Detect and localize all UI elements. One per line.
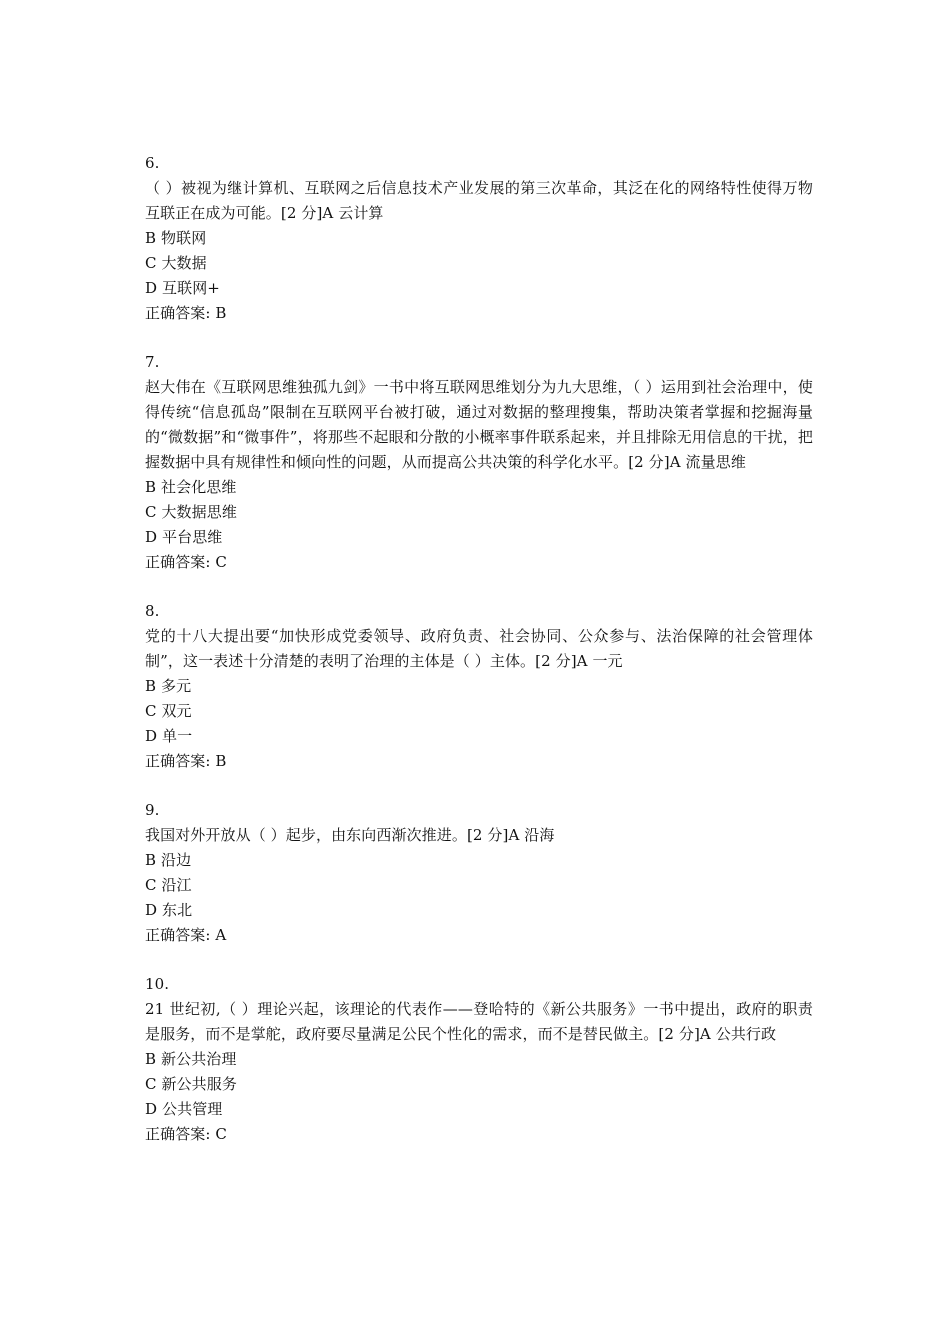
option-b: B 多元 bbox=[145, 677, 192, 695]
option-d: D 单一 bbox=[145, 727, 193, 745]
option-b: B 社会化思维 bbox=[145, 478, 237, 496]
question-number: 6. bbox=[145, 154, 160, 172]
question-stem: 21 世纪初,（ ）理论兴起，该理论的代表作——登哈特的《新公共服务》一书中提出，政府的职责是服务，而不是掌舵，政府要尽量满足公民个性化的需求，而不是替民做主。[2 分]A 公共行政 bbox=[145, 1000, 813, 1043]
option-b: B 沿边 bbox=[145, 851, 192, 869]
question-10 bbox=[145, 972, 813, 1147]
correct-answer: 正确答案: B bbox=[145, 752, 227, 770]
option-b: B 物联网 bbox=[145, 229, 207, 247]
question-number: 8. bbox=[145, 602, 160, 620]
question-6 bbox=[145, 151, 813, 326]
correct-answer: 正确答案: C bbox=[145, 1125, 227, 1143]
option-c: C 大数据思维 bbox=[145, 503, 237, 521]
question-number: 9. bbox=[145, 801, 160, 819]
question-stem: 党的十八大提出要“加快形成党委领导、政府负责、社会协同、公众参与、法治保障的社会管理体制”，这一表述十分清楚的表明了治理的主体是（ ）主体。[2 分]A 一元 bbox=[145, 627, 813, 670]
option-c: C 大数据 bbox=[145, 254, 207, 272]
option-d: D 公共管理 bbox=[145, 1100, 223, 1118]
correct-answer: 正确答案: A bbox=[145, 926, 227, 944]
question-8 bbox=[145, 599, 813, 774]
option-c: C 沿江 bbox=[145, 876, 192, 894]
question-7 bbox=[145, 350, 813, 575]
option-b: B 新公共治理 bbox=[145, 1050, 237, 1068]
question-9 bbox=[145, 798, 813, 948]
question-number: 10. bbox=[145, 975, 170, 993]
question-stem: 赵大伟在《互联网思维独孤九剑》一书中将互联网思维划分为九大思维，（ ）运用到社会治理中，使得传统“信息孤岛”限制在互联网平台被打破，通过对数据的整理搜集，帮助决策者掌握和挖掘海量的“微数据”和“微事件”，将那些不起眼和分散的小概率事件联系起来，并且排除无用信息的干扰，把握数据中具有规律性和倾向性的问题，从而提高公共决策的科学化水平。[2 分]A 流量思维 bbox=[145, 378, 813, 471]
question-number: 7. bbox=[145, 353, 160, 371]
option-d: D 东北 bbox=[145, 901, 193, 919]
option-c: C 新公共服务 bbox=[145, 1075, 237, 1093]
question-stem: 我国对外开放从（ ）起步，由东向西渐次推进。[2 分]A 沿海 bbox=[145, 826, 555, 844]
correct-answer: 正确答案: C bbox=[145, 553, 227, 571]
document-page bbox=[145, 151, 813, 1171]
option-c: C 双元 bbox=[145, 702, 192, 720]
correct-answer: 正确答案: B bbox=[145, 304, 227, 322]
question-stem: （ ）被视为继计算机、互联网之后信息技术产业发展的第三次革命，其泛在化的网络特性使得万物互联正在成为可能。[2 分]A 云计算 bbox=[145, 179, 813, 222]
option-d: D 平台思维 bbox=[145, 528, 223, 546]
option-d: D 互联网+ bbox=[145, 279, 220, 297]
